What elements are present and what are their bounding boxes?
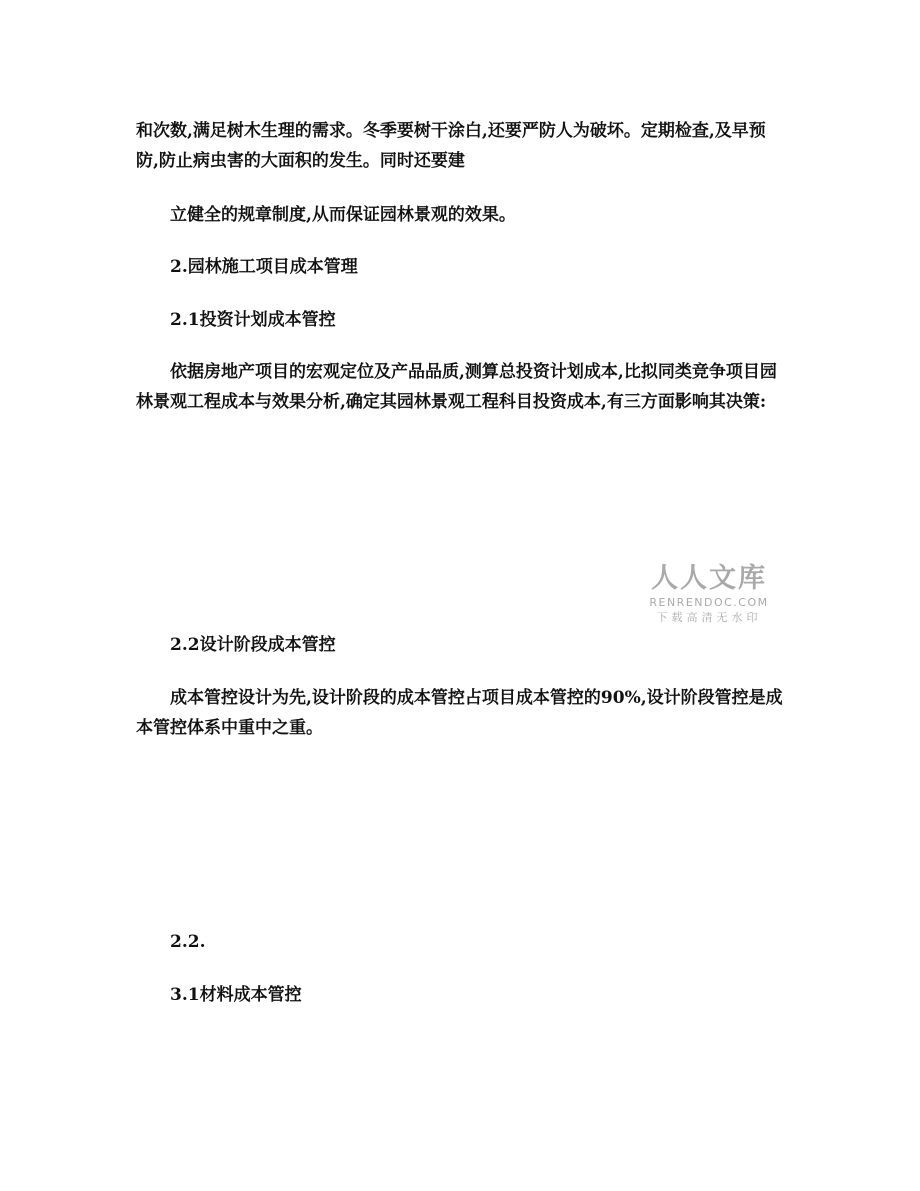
heading-section-number: 2.2.: [170, 932, 206, 952]
heading-investment-plan: 2.1投资计划成本管控: [170, 310, 336, 330]
heading-design-stage: 2.2设计阶段成本管控: [170, 635, 336, 655]
watermark-logo: [644, 562, 774, 626]
heading-material-cost: 3.1材料成本管控: [170, 985, 302, 1005]
watermark-tagline: 下载高清无水印: [656, 611, 762, 624]
paragraph-design-stage: 成本管控设计为先,设计阶段的成本管控占项目成本管控的90%,设计阶段管控是成本管控体系中重中之重。: [136, 688, 783, 738]
paragraph-investment: 依据房地产项目的宏观定位及产品品质,测算总投资计划成本,比拟同类竞争项目园林景观工程成本与效果分析,确定其园林景观工程科目投资成本,有三方面影响其决策:: [136, 362, 777, 412]
paragraph-regulations: 立健全的规章制度,从而保证园林景观的效果。: [170, 205, 516, 225]
watermark-site: RENRENDOC.COM: [649, 596, 769, 609]
paragraph-maintenance: 和次数,满足树木生理的需求。冬季要树干涂白,还要严防人为破坏。定期检查,及早预防,防止病虫害的大面积的发生。同时还要建: [136, 121, 766, 171]
heading-cost-management: 2.园林施工项目成本管理: [170, 257, 358, 277]
watermark-title: 人人文库: [651, 563, 767, 594]
